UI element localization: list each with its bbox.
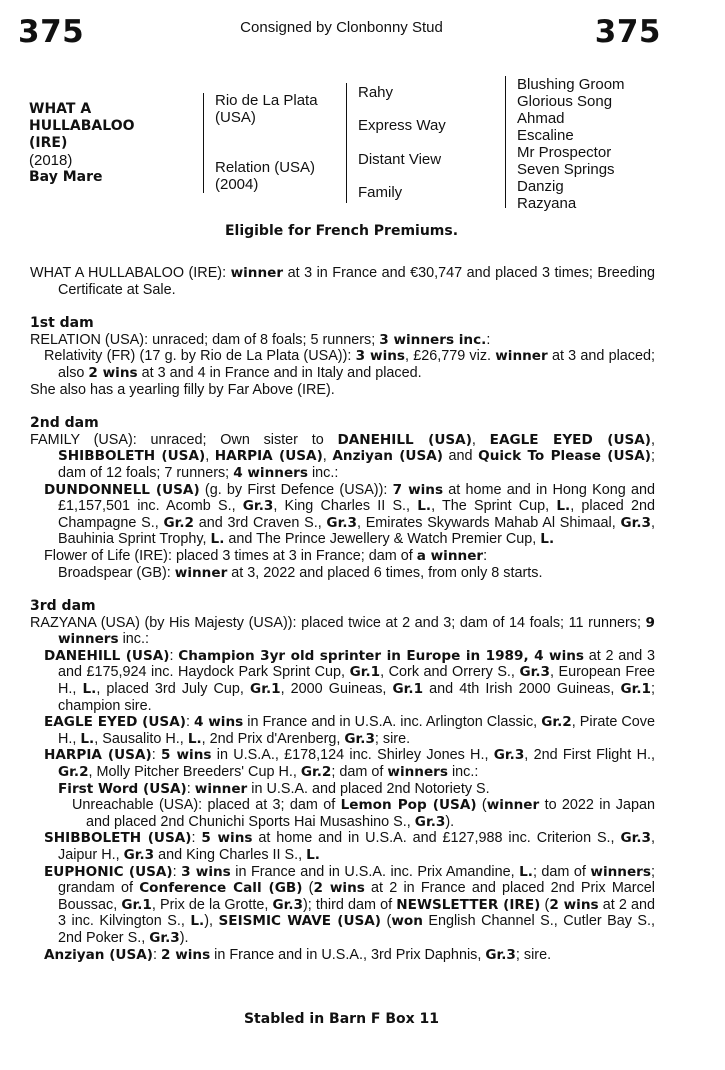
consignor: Consigned by Clonbonny Stud (240, 19, 443, 36)
lot-number-right: 375 (594, 14, 661, 50)
catalogue-body (30, 265, 655, 963)
pedigree-divider-2 (346, 83, 347, 203)
third-dam-heading: 3rd dam (30, 598, 96, 615)
lot-number-left: 375 (18, 14, 85, 50)
sire (215, 92, 318, 126)
pedigree-divider-1 (203, 93, 204, 193)
flower-of-life: Flower of Life (IRE): placed 3 times at 3 in France; dam of a winner: (44, 547, 488, 564)
eligibility-note: Eligible for French Premiums. (224, 223, 459, 239)
gen4-8: Razyana (517, 195, 577, 212)
unreachable: Unreachable (USA): placed at 3; dam of Lemon Pop (USA) (winner to 2022 in Japan and placed 2nd Chunichi Sports Hai Musashino S., Gr.3). (72, 797, 656, 830)
harpia: HARPIA (USA): 5 wins in U.S.A., £178,124 inc. Shirley Jones H., Gr.3, 2nd First Flight H., Gr.2, Molly Pitcher Breeders' Cup H., Gr.2; dam of winners inc.: (44, 747, 655, 781)
anziyan: Anziyan (USA): 2 wins in France and in U.S.A., 3rd Prix Daphnis, Gr.3; sire. (44, 946, 552, 963)
first-dam-note: She also has a yearling filly by Far Above (IRE). (30, 381, 335, 398)
second-dam-text: FAMILY (USA): unraced; Own sister to DANEHILL (USA), EAGLE EYED (USA), SHIBBOLETH (USA), HARPIA (USA), Anziyan (USA) and Quick To Please (USA); dam of 12 foals; 7 runners; 4 winners inc.: (30, 431, 656, 481)
sire-name: Rio de La Plata (215, 92, 318, 109)
horse-name-3: (IRE) (29, 135, 68, 151)
horse-year: (2018) (29, 152, 73, 169)
first-dam-heading: 1st dam (30, 315, 94, 332)
dam (215, 159, 315, 193)
second-dam-heading: 2nd dam (30, 415, 99, 432)
horse-info (29, 101, 189, 186)
grandsire-1: Rahy (358, 84, 394, 101)
gen4-3: Ahmad (517, 110, 565, 127)
grandsire-3: Distant View (358, 151, 442, 168)
broadspear: Broadspear (GB): winner at 3, 2022 and placed 6 times, from only 8 starts. (58, 564, 543, 581)
horse-name-2: HULLABALOO (29, 118, 135, 134)
euphonic: EUPHONIC (USA): 3 wins in France and in U.S.A. inc. Prix Amandine, L.; dam of winners; grandam of Conference Call (GB) (2 wins at 2 in France and placed 2nd Prix Marcel Boussac, Gr.1, Prix de la Grotte, Gr.3); third dam of NEWSLETTER (IRE) (2 wins at 2 and 3 inc. Kilvington S., L.), SEISMIC WAVE (USA) (won English Channel S., Cutler Bay S., 2nd Poker S., Gr.3). (44, 863, 656, 946)
gen4-2: Glorious Song (517, 93, 613, 110)
dundonnell: DUNDONNELL (USA) (g. by First Defence (USA)): 7 wins at home and in Hong Kong and £1,157,501 inc. Acomb S., Gr.3, King Charles II S., L., The Sprint Cup, L., placed 2nd Champagne S., Gr.2 and 3rd Craven S., Gr.3, Emirates Skywards Mahab Al Shimaal, Gr.3, Bauhinia Sprint Trophy, L. and The Prince Jewellery & Watch Premier Cup, L. (44, 481, 655, 548)
gen4-7: Danzig (517, 178, 564, 195)
dam-year: (2004) (215, 176, 259, 193)
gen4-4: Escaline (517, 127, 574, 144)
stabled-note: Stabled in Barn F Box 11 (243, 1011, 440, 1027)
eagle-eyed: EAGLE EYED (USA): 4 wins in France and in U.S.A. inc. Arlington Classic, Gr.2, Pirate Cove H., L., Sausalito H., L., 2nd Prix d'Arenberg, Gr.3; sire. (44, 714, 656, 747)
grandsire-4: Family (358, 184, 403, 201)
pedigree-divider-3 (505, 76, 506, 208)
grandsire-2: Express Way (358, 117, 446, 134)
gen4-6: Seven Springs (517, 161, 615, 178)
gen4-1: Blushing Groom (517, 76, 625, 93)
shibboleth: SHIBBOLETH (USA): 5 wins at home and in U.S.A. and £127,988 inc. Criterion S., Gr.3, Jaipur H., Gr.3 and King Charles II S., L. (44, 830, 655, 863)
ancestors-gen4 (517, 76, 625, 212)
horse-sex: Bay Mare (29, 169, 103, 185)
horse-name-1: WHAT A (29, 101, 92, 117)
horse-summary: WHAT A HULLABALOO (IRE): winner at 3 in France and €30,747 and placed 3 times; Breeding Certificate at Sale. (30, 265, 655, 298)
dam-name: Relation (USA) (215, 159, 316, 176)
first-word: First Word (USA): winner in U.S.A. and placed 2nd Notoriety S. (58, 780, 490, 797)
first-dam-produce: Relativity (FR) (17 g. by Rio de La Plata (USA)): 3 wins, £26,779 viz. winner at 3 and placed; also 2 wins at 3 and 4 in France and in Italy and placed. (44, 348, 655, 381)
gen4-5: Mr Prospector (517, 144, 612, 161)
first-dam-text: RELATION (USA): unraced; dam of 8 foals; 5 runners; 3 winners inc.: (30, 331, 491, 348)
sire-country: (USA) (215, 109, 256, 126)
third-dam-text: RAZYANA (USA) (by His Majesty (USA)): placed twice at 2 and 3; dam of 14 foals; 11 runners; 9 winners inc.: (30, 614, 655, 648)
danehill: DANEHILL (USA): Champion 3yr old sprinter in Europe in 1989, 4 wins at 2 and 3 and £175,924 inc. Haydock Park Sprint Cup, Gr.1, Cork and Orrery S., Gr.3, European Free H., L., placed 3rd July Cup, Gr.1, 2000 Guineas, Gr.1 and 4th Irish 2000 Guineas, Gr.1; champion sire. (44, 647, 656, 714)
